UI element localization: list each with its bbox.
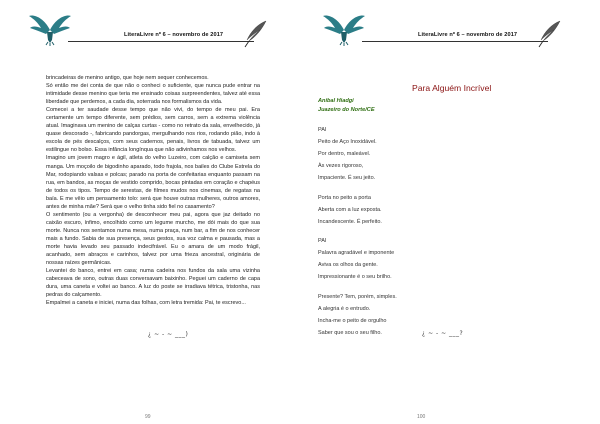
story-paragraph-3: Comecei a ter saudade desse tempo que não vivi, do tempo de meu pai. Era certamente um tempo diferente, sem prédios, sem carros, sem a extrema violência atual. Imaginava um menino de calças curtas - como no retrato da sala, envelhecido, já quase descorado -, fabricando pandorgas, mergulhando nos rios, rodando pião, indo à escola de pés descalços, com seus cadernos, penais, livros de tabuada, talvez um estilingue no bolso. Essa infância longínqua que não adivinhamos nos velhos. (46, 107, 260, 154)
verse-line: Palavra agradável e imponente (318, 250, 395, 256)
story-text (46, 74, 260, 307)
story-paragraph-6: Levantei do banco, entrei em casa; numa cadeira nos fundos da sala uma vizinha cabeceava de sono, outras duas conversavam baixinho. Peguei um caderno de capa dura, uma caneta e voltei ao banco. A luz do poste se irradiava tétrica, tristonha, nas pedras do calçamento. (46, 268, 260, 299)
author-name: Anibal Hiadgi (318, 98, 354, 104)
page-number: 100 (417, 414, 426, 420)
story-paragraph-4: Imagino um jovem magro e ágil, atleta do velho Luzeiro, com calção e camiseta sem manga. Um moçoilo de bigodinho aparado, todo frajola, nos bailes do Clube Estrela do Mar, rodopiando valsas e polcas; parado na porta de confeitarias enquanto passam na rua, em bandos, as moças de vestido comprido, bocas pintadas em coração e chapéus de todos os tipos. Tempo de serestas, de filmes mudos nos cinemas, de regatas na baía. E me vêio um pensamento tolo: será que houve outras mulheres, outros amores, antes de minha mãe? Será que o velho tinha sido fiel no casamento? (46, 155, 260, 210)
verse-line: PAI (318, 238, 327, 244)
header-title: LiteraLivre nº 6 – novembro de 2017 (418, 32, 518, 38)
bird-logo-icon (322, 10, 366, 46)
page-header (28, 8, 278, 52)
page-header (322, 8, 572, 52)
header-rule (362, 41, 548, 42)
verse-line: Impressionante é o seu brilho. (318, 274, 392, 280)
verse-line: PAI (318, 127, 327, 133)
page-number: 99 (145, 414, 151, 420)
signature-mark: ¿ ~ - ~ ___) (148, 331, 189, 338)
header-rule (68, 41, 254, 42)
story-paragraph-1: brincadeiras de menino antigo, que hoje nem sequer conhecemos. (46, 75, 209, 81)
verse-line: Porta no peito a porta (318, 195, 371, 201)
story-paragraph-2: Só então me dei conta de que não o conheci o suficiente, que nunca pude entrar na intimidade desse menino que teria me ensinado coisas surpreendentes, talvez até essa liberdade que perdemos, a cada dia, soterrada nos formalismos da vida. (46, 83, 260, 106)
poem-title: Para Alguém Incrível (412, 83, 492, 93)
quill-pen-icon (242, 20, 268, 48)
verse-line: Presente? Tem, porém, simples. (318, 294, 397, 300)
author-city: Juazeiro do Norte/CE (318, 107, 375, 113)
verse-line: Por dentro, maleável. (318, 151, 371, 157)
verse-line: A alegria é o entrudo. (318, 306, 371, 312)
verse-line: Incha-me o peito de orgulho (318, 318, 387, 324)
story-paragraph-5: O sentimento (ou a vergonha) de desconhecer meu pai, agora que jaz deitado no caixão escuro, ínfimo, encolhido como um legume murcho, me dói mais do que sua morte. Nunca nos sentamos numa mesa, numa praça, num bar, a fim de nos conhecer mais a fundo. Sabia de sua presença, seus gestos, sua voz calma e pausada, mas a morte havia levado seu passado indecifrável. Eu o amara de um modo frágil, acanhado, sem abraços e carinhos, talvez por uma frieza ancestral, originária de nossas raízes germânicas. (46, 211, 260, 267)
story-paragraph-7: Empalmei a caneta e iniciei, numa das folhas, com letra tremida: Pai, te escrevo... (46, 300, 246, 307)
verse-line: Impaciente. É seu jeito. (318, 175, 376, 181)
header-title: LiteraLivre nº 6 – novembro de 2017 (124, 32, 224, 38)
verse-line: Peito de Aço Inoxidável. (318, 139, 377, 145)
verse-line: Aviva os olhos da gente. (318, 262, 378, 268)
verse-line: Saber que sou o seu filho. (318, 330, 382, 336)
verse-line: Incandescente. É perfeito. (318, 219, 382, 225)
quill-pen-icon (536, 20, 562, 48)
verse-line: Às vezes rigoroso, (318, 163, 364, 169)
verse-line: Aberta com a luz exposta. (318, 207, 382, 213)
right-page (300, 0, 600, 424)
bird-logo-icon (28, 10, 72, 46)
signature-mark: ¿ ~ - ~ ___? (422, 330, 464, 337)
